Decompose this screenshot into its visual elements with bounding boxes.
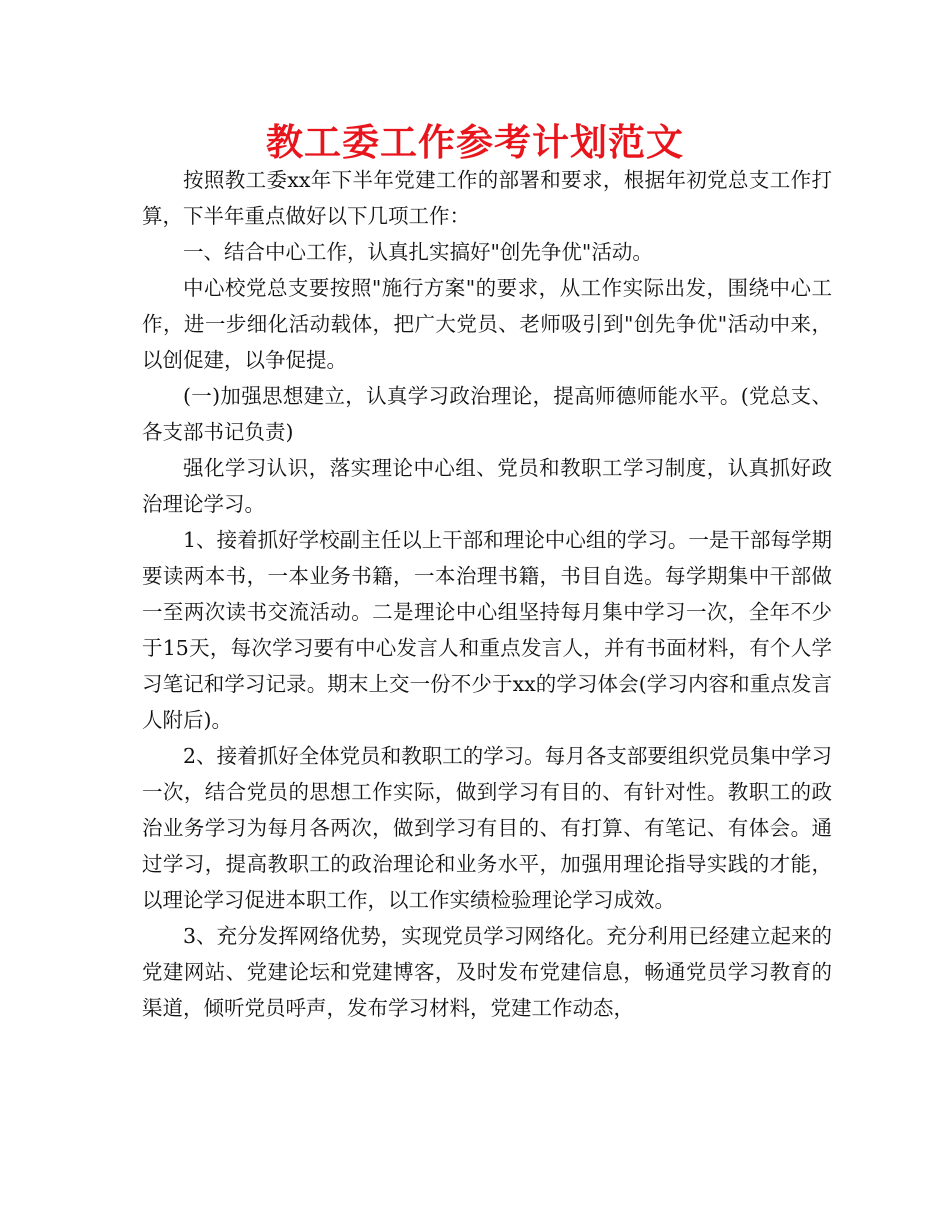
paragraph-item-3: 3、充分发挥网络优势，实现党员学习网络化。充分利用已经建立起来的党建网站、党建论坛和党建博客，及时发布党建信息，畅通党员学习教育的渠道，倾听党员呼声，发布学习材料，党建工作动态， <box>142 924 832 1020</box>
paragraph-item-1: 1、接着抓好学校副主任以上干部和理论中心组的学习。一是干部每学期要读两本书，一本业务书籍，一本治理书籍，书目自选。每学期集中干部做一至两次读书交流活动。二是理论中心组坚持每月集中学习一次，全年不少于15天，每次学习要有中心发言人和重点发言人，并有书面材料，有个人学习笔记和学习记录。期末上交一份不少于xx的学习体会(学习内容和重点发言人附后)。 <box>142 528 832 732</box>
document-body <box>142 162 832 1026</box>
paragraph-section-1-body: 中心校党总支要按照"施行方案"的要求，从工作实际出发，围绕中心工作，进一步细化活动载体，把广大党员、老师吸引到"创先争优"活动中来，以创促建，以争促提。 <box>142 276 832 372</box>
paragraph-subsection-1-heading: (一)加强思想建立，认真学习政治理论，提高师德师能水平。(党总支、各支部书记负责) <box>142 384 832 444</box>
paragraph-item-2: 2、接着抓好全体党员和教职工的学习。每月各支部要组织党员集中学习一次，结合党员的思想工作实际，做到学习有目的、有针对性。教职工的政治业务学习为每月各两次，做到学习有目的、有打算、有笔记、有体会。通过学习，提高教职工的政治理论和业务水平，加强用理论指导实践的才能，以理论学习促进本职工作，以工作实绩检验理论学习成效。 <box>142 744 832 912</box>
paragraph-intro: 按照教工委xx年下半年党建工作的部署和要求，根据年初党总支工作打算，下半年重点做好以下几项工作： <box>142 168 832 228</box>
document-title: 教工委工作参考计划范文 <box>266 121 684 164</box>
paragraph-section-1-heading: 一、结合中心工作，认真扎实搞好"创先争优"活动。 <box>183 240 653 264</box>
paragraph-subsection-1-intro: 强化学习认识，落实理论中心组、党员和教职工学习制度，认真抓好政治理论学习。 <box>142 456 832 516</box>
